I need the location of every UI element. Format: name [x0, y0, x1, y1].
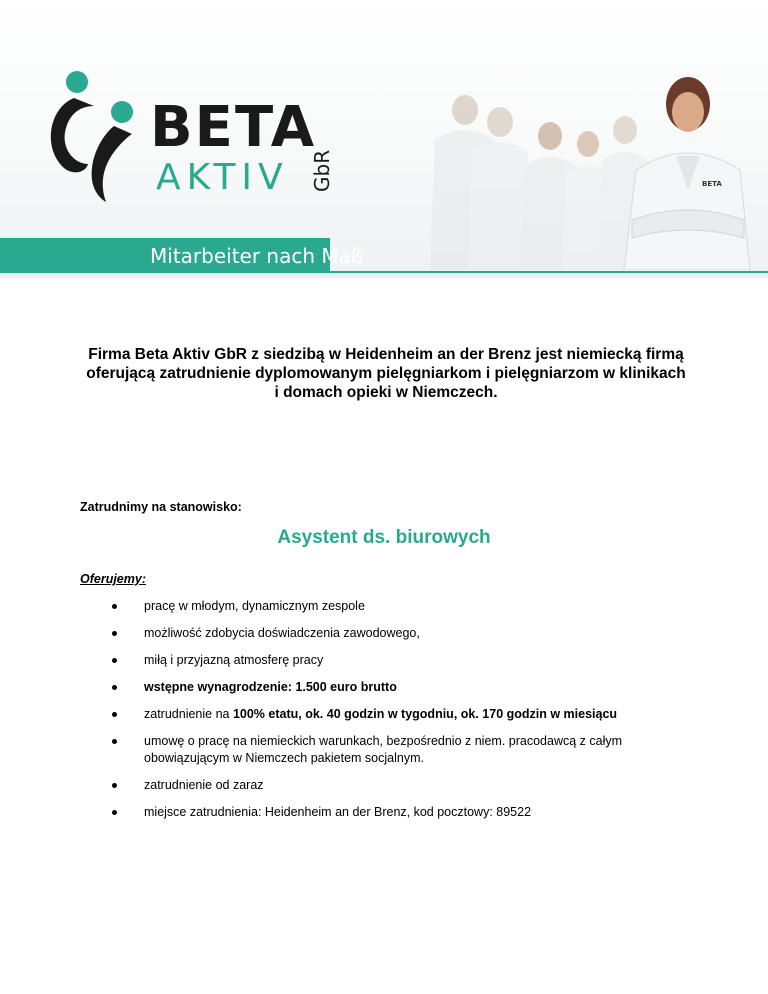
offer-text: umowę o pracę na niemieckich warunkach, bezpośrednio z niem. pracodawcą z całym obowiązującym w Niemczech pakietem socjalnym.: [144, 734, 623, 765]
header-divider: [330, 271, 768, 273]
offers-heading: Oferujemy:: [80, 572, 146, 586]
intro-line: oferującą zatrudnienie dyplomowanym pielęgniarkom i pielęgniarzom w klinikach: [86, 365, 686, 382]
offer-item: [112, 598, 672, 615]
offer-text: zatrudnienie od zaraz: [144, 778, 264, 792]
coat-badge-text: BETA: [702, 180, 722, 188]
logo-gbr-text: GbR: [310, 149, 334, 192]
intro-paragraph: [80, 345, 692, 402]
tagline-text: Mitarbeiter nach Maß: [150, 244, 364, 268]
offer-item: [112, 625, 672, 642]
letterhead: [0, 0, 768, 278]
offer-bold-text: wstępne wynagrodzenie: 1.500 euro brutto: [144, 680, 397, 694]
position-label: Zatrudnimy na stanowisko:: [80, 500, 242, 514]
offer-bold-text: 100% etatu, ok. 40 godzin w tygodniu, ok. 170 godzin w miesiącu: [232, 707, 618, 721]
offer-text: zatrudnienie na: [144, 707, 233, 721]
position-title: Asystent ds. biurowych: [277, 527, 491, 548]
logo-aktiv-text: AKTIV: [156, 157, 289, 198]
offer-item: [112, 652, 672, 669]
offer-item: [112, 679, 672, 696]
offer-text: miłą i przyjazną atmosferę pracy: [144, 653, 324, 667]
logo-beta-text: BETA: [150, 95, 317, 160]
offer-text: pracę w młodym, dynamicznym zespole: [144, 599, 365, 613]
offer-text: miejsce zatrudnienia: Heidenheim an der Brenz, kod pocztowy: 89522: [144, 805, 532, 819]
offer-item: [112, 706, 672, 723]
offer-item: [112, 804, 672, 821]
intro-line: Firma Beta Aktiv GbR z siedzibą w Heidenheim an der Brenz jest niemiecką firmą: [88, 346, 684, 363]
offers-list: [112, 598, 672, 831]
medical-staff-photo: [410, 70, 768, 270]
offer-item: [112, 777, 672, 794]
intro-line: i domach opieki w Niemczech.: [274, 384, 498, 401]
offer-text: możliwość zdobycia doświadczenia zawodowego,: [144, 626, 420, 640]
offer-item: [112, 733, 672, 767]
